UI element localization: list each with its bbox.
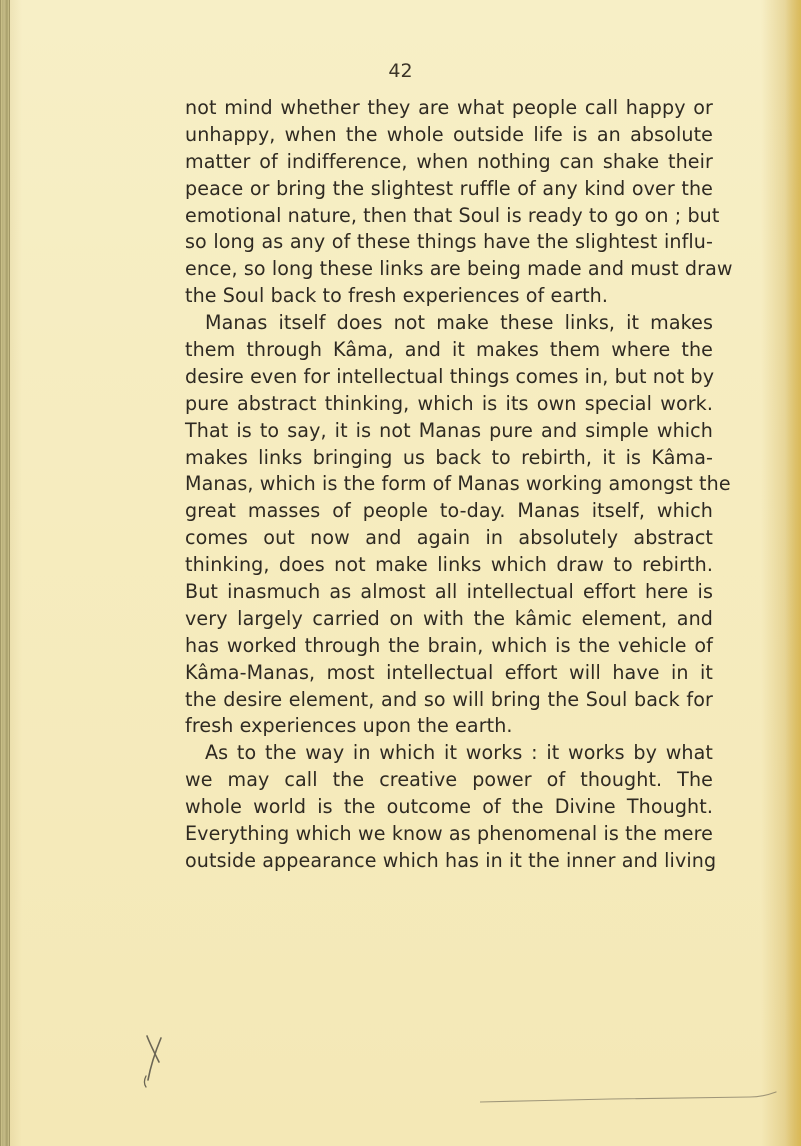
text-line: Manas itself does not make these links, it makes	[205, 311, 713, 335]
text-line: peace or bring the slightest ruffle of any kind over the	[185, 176, 713, 200]
text-line: the desire element, and so will bring the Soul back for	[185, 687, 713, 711]
text-line: matter of indifference, when nothing can shake their	[185, 149, 713, 173]
text-line: fresh experiences upon the earth.	[185, 714, 513, 738]
pencil-underline-mark	[480, 1080, 780, 1110]
text-line: Everything which we know as phenomenal is the mere	[185, 822, 713, 846]
text-line: whole world is the outcome of the Divine Thought.	[185, 795, 713, 819]
text-line: pure abstract thinking, which is its own special work.	[185, 391, 713, 415]
text-line: Manas, which is the form of Manas working amongst the	[185, 472, 731, 496]
text-line: so long as any of these things have the slightest influ-	[185, 230, 713, 254]
text-line: emotional nature, then that Soul is ready to go on ; but	[185, 203, 720, 227]
page-right-edge-shadow	[785, 0, 801, 1146]
page-number: 42	[388, 60, 413, 82]
text-line: desire even for intellectual things comes in, but not by	[185, 364, 715, 388]
text-line: Kâma-Manas, most intellectual effort will have in it	[185, 660, 713, 684]
text-line: not mind whether they are what people call happy or	[185, 96, 713, 119]
body-text	[185, 95, 733, 875]
text-line: has worked through the brain, which is the vehicle of	[185, 633, 713, 657]
text-line: very largely carried on with the kâmic element, and	[185, 606, 713, 630]
text-line: unhappy, when the whole outside life is an absolute	[185, 122, 713, 146]
text-line: As to the way in which it works : it works by what	[205, 741, 713, 765]
text-line: makes links bringing us back to rebirth, it is Kâma-	[185, 445, 713, 469]
text-line: thinking, does not make links which draw to rebirth.	[185, 553, 713, 577]
book-spine-edge	[0, 0, 10, 1146]
pencil-margin-mark	[141, 1032, 165, 1094]
text-line: great masses of people to-day. Manas itself, which	[185, 499, 713, 523]
text-line: But inasmuch as almost all intellectual effort here is	[185, 580, 713, 604]
text-line: That is to say, it is not Manas pure and simple which	[185, 418, 713, 442]
text-line: ence, so long these links are being made and must draw	[185, 257, 733, 281]
text-line: we may call the creative power of thought. The	[185, 768, 713, 792]
text-line: the Soul back to fresh experiences of earth.	[185, 284, 609, 308]
text-line: comes out now and again in absolutely abstract	[185, 526, 713, 550]
text-line: them through Kâma, and it makes them where the	[185, 338, 713, 362]
text-line: outside appearance which has in it the inner and living	[185, 848, 717, 872]
